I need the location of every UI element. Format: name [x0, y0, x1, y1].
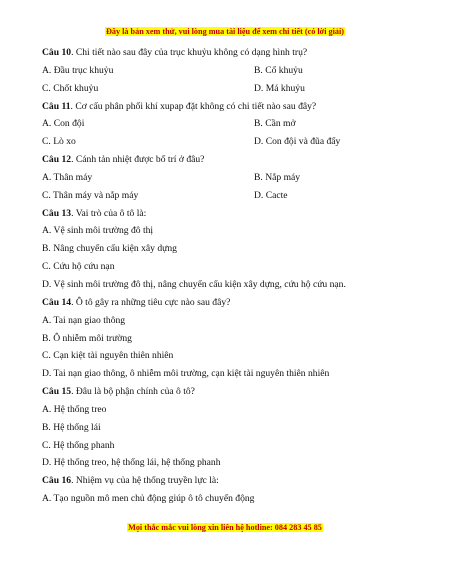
question-label: Câu 11 — [42, 100, 71, 112]
option-b: B. Nắp máy — [254, 171, 301, 183]
question-text: Đâu là bộ phận chính của ô tô? — [75, 386, 195, 398]
option-d: D. Tai nạn giao thông, ô nhiễm môi trường, cạn kiệt tài nguyên thiên nhiên — [42, 368, 330, 380]
option-d: D. Hệ thống treo, hệ thống lái, hệ thống phanh — [42, 457, 221, 469]
options-row — [42, 133, 414, 151]
option-d: D. Cacte — [254, 189, 288, 201]
options-row — [42, 187, 414, 205]
question-12: Câu 12. Cánh tản nhiệt được bố trí ở đâu? — [42, 154, 205, 166]
options-row — [42, 115, 414, 133]
options-row — [42, 169, 414, 187]
preview-banner — [0, 27, 450, 36]
option-a: A. Con đội — [42, 118, 85, 130]
option-c: C. Thân máy và nắp máy — [42, 189, 139, 201]
question-label: Câu 16 — [42, 475, 72, 487]
option-c: C. Chốt khuỷu — [42, 82, 99, 94]
question-13: Câu 13. Vai trò của ô tô là: — [42, 207, 147, 219]
option-c: C. Lò xo — [42, 136, 76, 148]
option-c: C. Cứu hộ cứu nạn — [42, 261, 115, 273]
option-a: A. Tai nạn giao thông — [42, 314, 126, 326]
hotline-banner — [0, 523, 450, 532]
option-d: D. Vệ sinh môi trường đô thị, nâng chuyển cấu kiện xây dựng, cứu hộ cứu nạn. — [42, 278, 346, 290]
question-text: Cánh tản nhiệt được bố trí ở đâu? — [75, 154, 205, 166]
question-16: Câu 16. Nhiệm vụ của hệ thống truyền lực là: — [42, 475, 219, 487]
option-b: B. Nâng chuyển cấu kiện xây dựng — [42, 243, 177, 255]
question-label: Câu 10 — [42, 47, 72, 58]
question-text: Cơ cấu phân phối khí xupap đặt không có chi tiết nào sau đây? — [75, 100, 317, 112]
option-b: B. Cần mở — [254, 118, 296, 130]
option-b: B. Cổ khuỷu — [254, 64, 303, 76]
options-row — [42, 62, 414, 80]
options-row — [42, 80, 414, 98]
option-c: C. Cạn kiệt tài nguyên thiên nhiên — [42, 350, 174, 362]
question-14: Câu 14. Ô tô gây ra những tiêu cực nào sau đây? — [42, 296, 231, 308]
question-text: Ô tô gây ra những tiêu cực nào sau đây? — [75, 296, 231, 308]
preview-banner-text: Đây là bản xem thử, vui lòng mua tài liệu để xem chi tiết (có lời giải) — [105, 27, 344, 36]
option-a: A. Tạo nguồn mô men chủ động giúp ô tô chuyển động — [42, 493, 255, 505]
option-b: B. Ô nhiễm môi trường — [42, 332, 132, 344]
option-b: B. Hệ thống lái — [42, 421, 101, 433]
question-10: Câu 10. Chi tiết nào sau đây của trục khuỷu không có dạng hình trụ? — [42, 47, 308, 58]
question-list — [42, 44, 414, 508]
option-a: A. Vệ sinh môi trường đô thị — [42, 225, 154, 237]
question-15: Câu 15. Đâu là bộ phận chính của ô tô? — [42, 386, 195, 398]
question-text: Chi tiết nào sau đây của trục khuỷu không có dạng hình trụ? — [75, 47, 308, 58]
option-c: C. Hệ thống phanh — [42, 439, 115, 451]
question-label: Câu 13 — [42, 207, 72, 219]
option-a: A. Thân máy — [42, 171, 93, 183]
option-d: D. Má khuỷu — [254, 82, 305, 94]
question-label: Câu 15 — [42, 386, 72, 398]
option-a: A. Đầu trục khuỷu — [42, 64, 114, 76]
question-label: Câu 12 — [42, 154, 72, 166]
question-text: Vai trò của ô tô là: — [75, 207, 147, 219]
hotline-banner-text: Mọi thắc mắc vui lòng xin liên hệ hotline: 084 283 45 85 — [128, 523, 322, 532]
option-a: A. Hệ thống treo — [42, 403, 107, 415]
question-text: Nhiệm vụ của hệ thống truyền lực là: — [75, 475, 219, 487]
question-label: Câu 14 — [42, 296, 72, 308]
question-11: Câu 11. Cơ cấu phân phối khí xupap đặt không có chi tiết nào sau đây? — [42, 100, 317, 112]
option-d: D. Con đội và đũa đẩy — [254, 136, 341, 148]
